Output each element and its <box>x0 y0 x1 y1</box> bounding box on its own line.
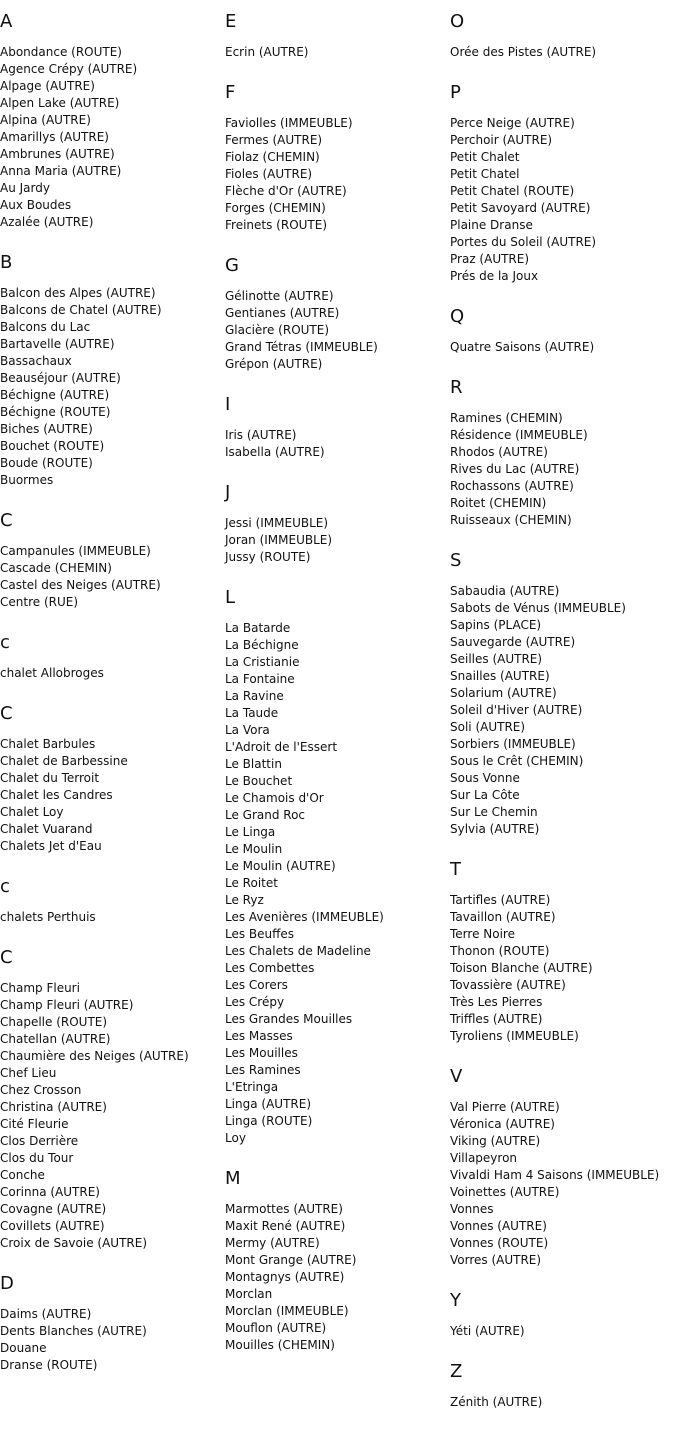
street-list-item[interactable]: Cascade (CHEMIN) <box>0 561 112 575</box>
street-list-item[interactable]: Tavaillon (AUTRE) <box>450 910 556 924</box>
street-list-item[interactable]: Plaine Dranse <box>450 218 533 232</box>
street-list-item[interactable]: Solarium (AUTRE) <box>450 686 557 700</box>
street-list-item[interactable]: Le Moulin (AUTRE) <box>225 859 336 873</box>
street-list <box>450 1394 675 1411</box>
street-list <box>225 44 447 61</box>
street-list-item[interactable]: Seilles (AUTRE) <box>450 652 543 666</box>
street-list-item[interactable]: Le Ryz <box>225 893 264 907</box>
street-list <box>225 115 447 234</box>
street-list-item[interactable]: Amarillys (AUTRE) <box>0 130 109 144</box>
street-list-item[interactable]: Covillets (AUTRE) <box>0 1219 105 1233</box>
street-list-item[interactable]: Ruisseaux (CHEMIN) <box>450 513 572 527</box>
letter-heading: D <box>0 1273 14 1294</box>
street-list-item[interactable]: Terre Noire <box>450 927 515 941</box>
street-list-item[interactable]: Grand Tétras (IMMEUBLE) <box>225 340 378 354</box>
street-list-item[interactable]: Sapins (PLACE) <box>450 618 542 632</box>
street-list-item[interactable]: Tovassière (AUTRE) <box>450 978 566 992</box>
street-list-item[interactable]: Zénith (AUTRE) <box>450 1395 543 1409</box>
street-list-item[interactable]: Linga (ROUTE) <box>225 1114 313 1128</box>
street-list-item[interactable]: Praz (AUTRE) <box>450 252 530 266</box>
letter-section <box>225 83 447 234</box>
letter-section <box>450 1362 675 1411</box>
street-list-item[interactable]: Orée des Pistes (AUTRE) <box>450 45 597 59</box>
street-list-item[interactable]: Ambrunes (AUTRE) <box>0 147 115 161</box>
street-list-item[interactable]: Chef Lieu <box>0 1066 57 1080</box>
street-list-item[interactable]: Sauvegarde (AUTRE) <box>450 635 576 649</box>
street-list-item[interactable]: Chalet Vuarand <box>0 822 93 836</box>
letter-heading: B <box>0 252 13 273</box>
letter-heading: c <box>0 876 10 897</box>
street-list <box>450 583 675 838</box>
letter-heading: C <box>0 510 13 531</box>
street-list-item[interactable]: Tyroliens (IMMEUBLE) <box>450 1029 579 1043</box>
letter-heading: E <box>225 11 237 32</box>
street-list-item[interactable]: chalets Perthuis <box>0 910 96 924</box>
street-list-item[interactable]: Fiolaz (CHEMIN) <box>225 150 320 164</box>
street-list-item[interactable]: Boude (ROUTE) <box>0 456 93 470</box>
street-list-item[interactable]: Voinettes (AUTRE) <box>450 1185 560 1199</box>
street-list-item[interactable]: Alpen Lake (AUTRE) <box>0 96 120 110</box>
street-list-item[interactable]: Biches (AUTRE) <box>0 422 93 436</box>
letter-heading: L <box>225 587 236 608</box>
letter-section <box>225 483 447 566</box>
street-list-item[interactable]: Les Mouilles <box>225 1046 298 1060</box>
street-list-item[interactable]: Snailles (AUTRE) <box>450 669 550 683</box>
street-list-item[interactable]: Grépon (AUTRE) <box>225 357 323 371</box>
street-list-item[interactable]: Conche <box>0 1168 45 1182</box>
street-list-item[interactable]: Montagnys (AUTRE) <box>225 1270 345 1284</box>
street-list-item[interactable]: Béchigne (AUTRE) <box>0 388 110 402</box>
street-list-item[interactable]: Le Blattin <box>225 757 282 771</box>
street-list-item[interactable]: Balcons de Chatel (AUTRE) <box>0 303 162 317</box>
street-list-item[interactable]: Tartifles (AUTRE) <box>450 893 551 907</box>
street-list-item[interactable]: Marmottes (AUTRE) <box>225 1202 343 1216</box>
street-list-item[interactable]: Chaumière des Neiges (AUTRE) <box>0 1049 189 1063</box>
street-list-item[interactable]: L'Etringa <box>225 1080 279 1094</box>
street-list-item[interactable]: Véronica (AUTRE) <box>450 1117 555 1131</box>
street-list <box>450 115 675 285</box>
street-list-item[interactable]: Freinets (ROUTE) <box>225 218 328 232</box>
letter-heading: J <box>225 482 231 503</box>
street-list-item[interactable]: Les Masses <box>225 1029 293 1043</box>
street-list-item[interactable]: Chatellan (AUTRE) <box>0 1032 111 1046</box>
letter-section <box>450 83 675 285</box>
street-list-item[interactable]: La Vora <box>225 723 270 737</box>
letter-section <box>450 1067 675 1269</box>
letter-section <box>225 395 447 461</box>
letter-heading: C <box>0 947 13 968</box>
letter-section <box>0 1274 222 1374</box>
street-list-item[interactable]: Castel des Neiges (AUTRE) <box>0 578 161 592</box>
letter-section <box>450 1291 675 1340</box>
street-list-item[interactable]: Corinna (AUTRE) <box>0 1185 100 1199</box>
street-list-item[interactable]: chalet Allobroges <box>0 666 104 680</box>
letter-heading: S <box>450 550 462 571</box>
street-list <box>450 1323 675 1340</box>
street-list-item[interactable]: Bartavelle (AUTRE) <box>0 337 115 351</box>
column-3 <box>450 0 675 1433</box>
street-list <box>225 1201 447 1354</box>
street-list-item[interactable]: Perce Neige (AUTRE) <box>450 116 575 130</box>
letter-heading: V <box>450 1066 463 1087</box>
street-list-item[interactable]: Chalet du Terroit <box>0 771 100 785</box>
street-list-item[interactable]: Covagne (AUTRE) <box>0 1202 107 1216</box>
street-list-item[interactable]: Soleil d'Hiver (AUTRE) <box>450 703 583 717</box>
column-1 <box>0 0 222 1396</box>
street-list-item[interactable]: Les Combettes <box>225 961 315 975</box>
street-list-item[interactable]: Chalet Loy <box>0 805 64 819</box>
street-list-item[interactable]: Les Grandes Mouilles <box>225 1012 353 1026</box>
street-list-item[interactable]: Maxit René (AUTRE) <box>225 1219 346 1233</box>
street-list-item[interactable]: Chalet les Candres <box>0 788 113 802</box>
street-list-item[interactable]: Sous le Crêt (CHEMIN) <box>450 754 584 768</box>
street-list-item[interactable]: Vonnes (ROUTE) <box>450 1236 549 1250</box>
street-list-item[interactable]: Buormes <box>0 473 54 487</box>
street-list-item[interactable]: Le Bouchet <box>225 774 293 788</box>
letter-section <box>0 12 222 231</box>
street-list-item[interactable]: Iris (AUTRE) <box>225 428 297 442</box>
letter-section <box>0 253 222 489</box>
street-list-item[interactable]: Toison Blanche (AUTRE) <box>450 961 593 975</box>
street-list-item[interactable]: Vorres (AUTRE) <box>450 1253 542 1267</box>
street-list-item[interactable]: Thonon (ROUTE) <box>450 944 550 958</box>
street-list-item[interactable]: Balcons du Lac <box>0 320 91 334</box>
street-list-item[interactable]: Bouchet (ROUTE) <box>0 439 105 453</box>
street-list-item[interactable]: Vivaldi Ham 4 Saisons (IMMEUBLE) <box>450 1168 660 1182</box>
street-list-item[interactable]: Chalets Jet d'Eau <box>0 839 102 853</box>
street-list-item[interactable]: Les Ramines <box>225 1063 301 1077</box>
street-list <box>0 980 222 1252</box>
street-list-item[interactable]: Yéti (AUTRE) <box>450 1324 525 1338</box>
street-list-item[interactable]: Rhodos (AUTRE) <box>450 445 548 459</box>
street-list-item[interactable]: Petit Chalet <box>450 150 520 164</box>
letter-section <box>225 1169 447 1354</box>
letter-heading: O <box>450 11 465 32</box>
street-list <box>225 288 447 373</box>
street-list <box>450 1099 675 1269</box>
street-list-item[interactable]: Anna Maria (AUTRE) <box>0 164 122 178</box>
street-list-item[interactable]: Viking (AUTRE) <box>450 1134 541 1148</box>
street-list-item[interactable]: Petit Chatel (ROUTE) <box>450 184 575 198</box>
street-list-item[interactable]: Vonnes (AUTRE) <box>450 1219 547 1233</box>
street-list <box>225 620 447 1147</box>
street-list-item[interactable]: Chalet Barbules <box>0 737 96 751</box>
street-list-item[interactable]: Agence Crépy (AUTRE) <box>0 62 138 76</box>
street-list-item[interactable]: La Fontaine <box>225 672 295 686</box>
street-list-item[interactable]: Christina (AUTRE) <box>0 1100 107 1114</box>
street-list-item[interactable]: Jussy (ROUTE) <box>225 550 311 564</box>
letter-heading: c <box>0 632 10 653</box>
street-list-item[interactable]: Gentianes (AUTRE) <box>225 306 340 320</box>
street-list-item[interactable]: Champ Fleuri (AUTRE) <box>0 998 134 1012</box>
letter-section <box>0 948 222 1252</box>
street-list <box>450 410 675 529</box>
street-list-item[interactable]: Beauséjour (AUTRE) <box>0 371 121 385</box>
street-list-item[interactable]: Sylvia (AUTRE) <box>450 822 540 836</box>
street-list-item[interactable]: La Batarde <box>225 621 291 635</box>
street-list <box>450 892 675 1045</box>
street-list-item[interactable]: Les Corers <box>225 978 288 992</box>
street-list-item[interactable]: Les Avenières (IMMEUBLE) <box>225 910 384 924</box>
street-list-item[interactable]: Fioles (AUTRE) <box>225 167 313 181</box>
letter-heading: I <box>225 394 231 415</box>
street-list-item[interactable]: Béchigne (ROUTE) <box>0 405 111 419</box>
street-list-item[interactable]: Campanules (IMMEUBLE) <box>0 544 151 558</box>
street-list-item[interactable]: Villapeyron <box>450 1151 518 1165</box>
street-list-item[interactable]: La Béchigne <box>225 638 299 652</box>
street-list-item[interactable]: Centre (RUE) <box>0 595 79 609</box>
letter-section <box>0 633 222 682</box>
street-list-item[interactable]: Sabaudia (AUTRE) <box>450 584 560 598</box>
letter-heading: G <box>225 255 239 276</box>
street-list <box>0 543 222 611</box>
street-list-item[interactable]: Rives du Lac (AUTRE) <box>450 462 580 476</box>
street-list-item[interactable]: Glacière (ROUTE) <box>225 323 330 337</box>
street-list-item[interactable]: Daims (AUTRE) <box>0 1307 92 1321</box>
street-list-item[interactable]: Les Beuffes <box>225 927 295 941</box>
street-list-item[interactable]: Petit Chatel <box>450 167 520 181</box>
street-list-item[interactable]: Sabots de Vénus (IMMEUBLE) <box>450 601 626 615</box>
letter-heading: R <box>450 377 463 398</box>
street-list-item[interactable]: Gélinotte (AUTRE) <box>225 289 334 303</box>
street-list-item[interactable]: Morclan (IMMEUBLE) <box>225 1304 349 1318</box>
street-list-item[interactable]: Joran (IMMEUBLE) <box>225 533 333 547</box>
street-list <box>225 515 447 566</box>
street-list-item[interactable]: Aux Boudes <box>0 198 72 212</box>
street-list-item[interactable]: Le Chamois d'Or <box>225 791 324 805</box>
street-list <box>0 909 222 926</box>
street-list-item[interactable]: Forges (CHEMIN) <box>225 201 326 215</box>
street-list-item[interactable]: Résidence (IMMEUBLE) <box>450 428 588 442</box>
letter-heading: F <box>225 82 236 103</box>
letter-heading: Z <box>450 1361 463 1382</box>
letter-section <box>0 877 222 926</box>
street-list-item[interactable]: L'Adroit de l'Essert <box>225 740 338 754</box>
street-list-item[interactable]: Morclan <box>225 1287 273 1301</box>
street-list-item[interactable]: Faviolles (IMMEUBLE) <box>225 116 353 130</box>
street-list-item[interactable]: Ecrin (AUTRE) <box>225 45 309 59</box>
letter-heading: M <box>225 1168 241 1189</box>
street-list-item[interactable]: Dranse (ROUTE) <box>0 1358 98 1372</box>
street-list-item[interactable]: La Taude <box>225 706 279 720</box>
street-list <box>0 665 222 682</box>
street-list-item[interactable]: Le Grand Roc <box>225 808 306 822</box>
letter-section <box>225 256 447 373</box>
street-list-item[interactable]: Fermes (AUTRE) <box>225 133 323 147</box>
street-list-item[interactable]: Mermy (AUTRE) <box>225 1236 320 1250</box>
street-list-item[interactable]: Loy <box>225 1131 246 1145</box>
street-list-item[interactable]: Clos Derrière <box>0 1134 79 1148</box>
letter-heading: T <box>450 859 461 880</box>
street-list-item[interactable]: Alpina (AUTRE) <box>0 113 91 127</box>
street-list <box>450 339 675 356</box>
letter-section <box>450 12 675 61</box>
street-list-item[interactable]: Champ Fleuri <box>0 981 80 995</box>
street-list-item[interactable]: Jessi (IMMEUBLE) <box>225 516 329 530</box>
street-list <box>450 44 675 61</box>
letter-section <box>450 378 675 529</box>
letter-section <box>225 588 447 1147</box>
letter-heading: Q <box>450 306 465 327</box>
street-list-item[interactable]: Le Roitet <box>225 876 278 890</box>
street-list-item[interactable]: Azalée (AUTRE) <box>0 215 94 229</box>
letter-section <box>225 12 447 61</box>
street-list-item[interactable]: La Cristianie <box>225 655 300 669</box>
street-list-item[interactable]: Quatre Saisons (AUTRE) <box>450 340 595 354</box>
street-list-item[interactable]: Les Chalets de Madeline <box>225 944 371 958</box>
street-list-item[interactable]: Sorbiers (IMMEUBLE) <box>450 737 576 751</box>
street-list-item[interactable]: Mouflon (AUTRE) <box>225 1321 327 1335</box>
letter-section <box>0 511 222 611</box>
street-list-item[interactable]: Sur Le Chemin <box>450 805 538 819</box>
street-list-item[interactable]: Dents Blanches (AUTRE) <box>0 1324 147 1338</box>
letter-section <box>450 551 675 838</box>
street-list-item[interactable]: Sous Vonne <box>450 771 520 785</box>
street-list-item[interactable]: Isabella (AUTRE) <box>225 445 325 459</box>
street-list <box>225 427 447 461</box>
street-list-item[interactable]: Croix de Savoie (AUTRE) <box>0 1236 148 1250</box>
street-list-item[interactable]: Ramines (CHEMIN) <box>450 411 563 425</box>
street-list-item[interactable]: Prés de la Joux <box>450 269 539 283</box>
street-list-item[interactable]: Balcon des Alpes (AUTRE) <box>0 286 156 300</box>
letter-heading: P <box>450 82 461 103</box>
street-list-item[interactable]: Alpage (AUTRE) <box>0 79 95 93</box>
street-list <box>0 736 222 855</box>
letter-heading: C <box>0 703 13 724</box>
street-list-item[interactable]: Rochassons (AUTRE) <box>450 479 574 493</box>
street-list-item[interactable]: Douane <box>0 1341 47 1355</box>
street-list-item[interactable]: Sur La Côte <box>450 788 520 802</box>
street-list-item[interactable]: Mont Grange (AUTRE) <box>225 1253 357 1267</box>
letter-section <box>450 307 675 356</box>
street-list-item[interactable]: La Ravine <box>225 689 284 703</box>
column-2 <box>225 0 447 1376</box>
street-list-item[interactable]: Chez Crosson <box>0 1083 82 1097</box>
street-list-item[interactable]: Perchoir (AUTRE) <box>450 133 553 147</box>
street-list <box>0 1306 222 1374</box>
street-list-item[interactable]: Linga (AUTRE) <box>225 1097 312 1111</box>
street-list-item[interactable]: Chalet de Barbessine <box>0 754 128 768</box>
street-list-item[interactable]: Au Jardy <box>0 181 50 195</box>
street-list-item[interactable]: Vonnes <box>450 1202 494 1216</box>
street-list-item[interactable]: Les Crépy <box>225 995 285 1009</box>
street-list-item[interactable]: Flèche d'Or (AUTRE) <box>225 184 347 198</box>
street-list-item[interactable]: Triffles (AUTRE) <box>450 1012 543 1026</box>
street-list-item[interactable]: Val Pierre (AUTRE) <box>450 1100 560 1114</box>
street-list <box>0 44 222 231</box>
street-list-item[interactable]: Bassachaux <box>0 354 72 368</box>
street-list-item[interactable]: Petit Savoyard (AUTRE) <box>450 201 591 215</box>
letter-section <box>450 860 675 1045</box>
street-list-item[interactable]: Clos du Tour <box>0 1151 74 1165</box>
street-list-item[interactable]: Roitet (CHEMIN) <box>450 496 547 510</box>
street-list-item[interactable]: Cité Fleurie <box>0 1117 69 1131</box>
street-list-item[interactable]: Chapelle (ROUTE) <box>0 1015 108 1029</box>
letter-heading: A <box>0 11 13 32</box>
street-list-item[interactable]: Le Moulin <box>225 842 283 856</box>
street-list-item[interactable]: Abondance (ROUTE) <box>0 45 122 59</box>
street-list-item[interactable]: Soli (AUTRE) <box>450 720 526 734</box>
letter-heading: Y <box>450 1290 461 1311</box>
street-list-item[interactable]: Le Linga <box>225 825 276 839</box>
street-list-item[interactable]: Portes du Soleil (AUTRE) <box>450 235 597 249</box>
street-list <box>0 285 222 489</box>
letter-section <box>0 704 222 855</box>
street-list-item[interactable]: Très Les Pierres <box>450 995 543 1009</box>
street-list-item[interactable]: Mouilles (CHEMIN) <box>225 1338 335 1352</box>
